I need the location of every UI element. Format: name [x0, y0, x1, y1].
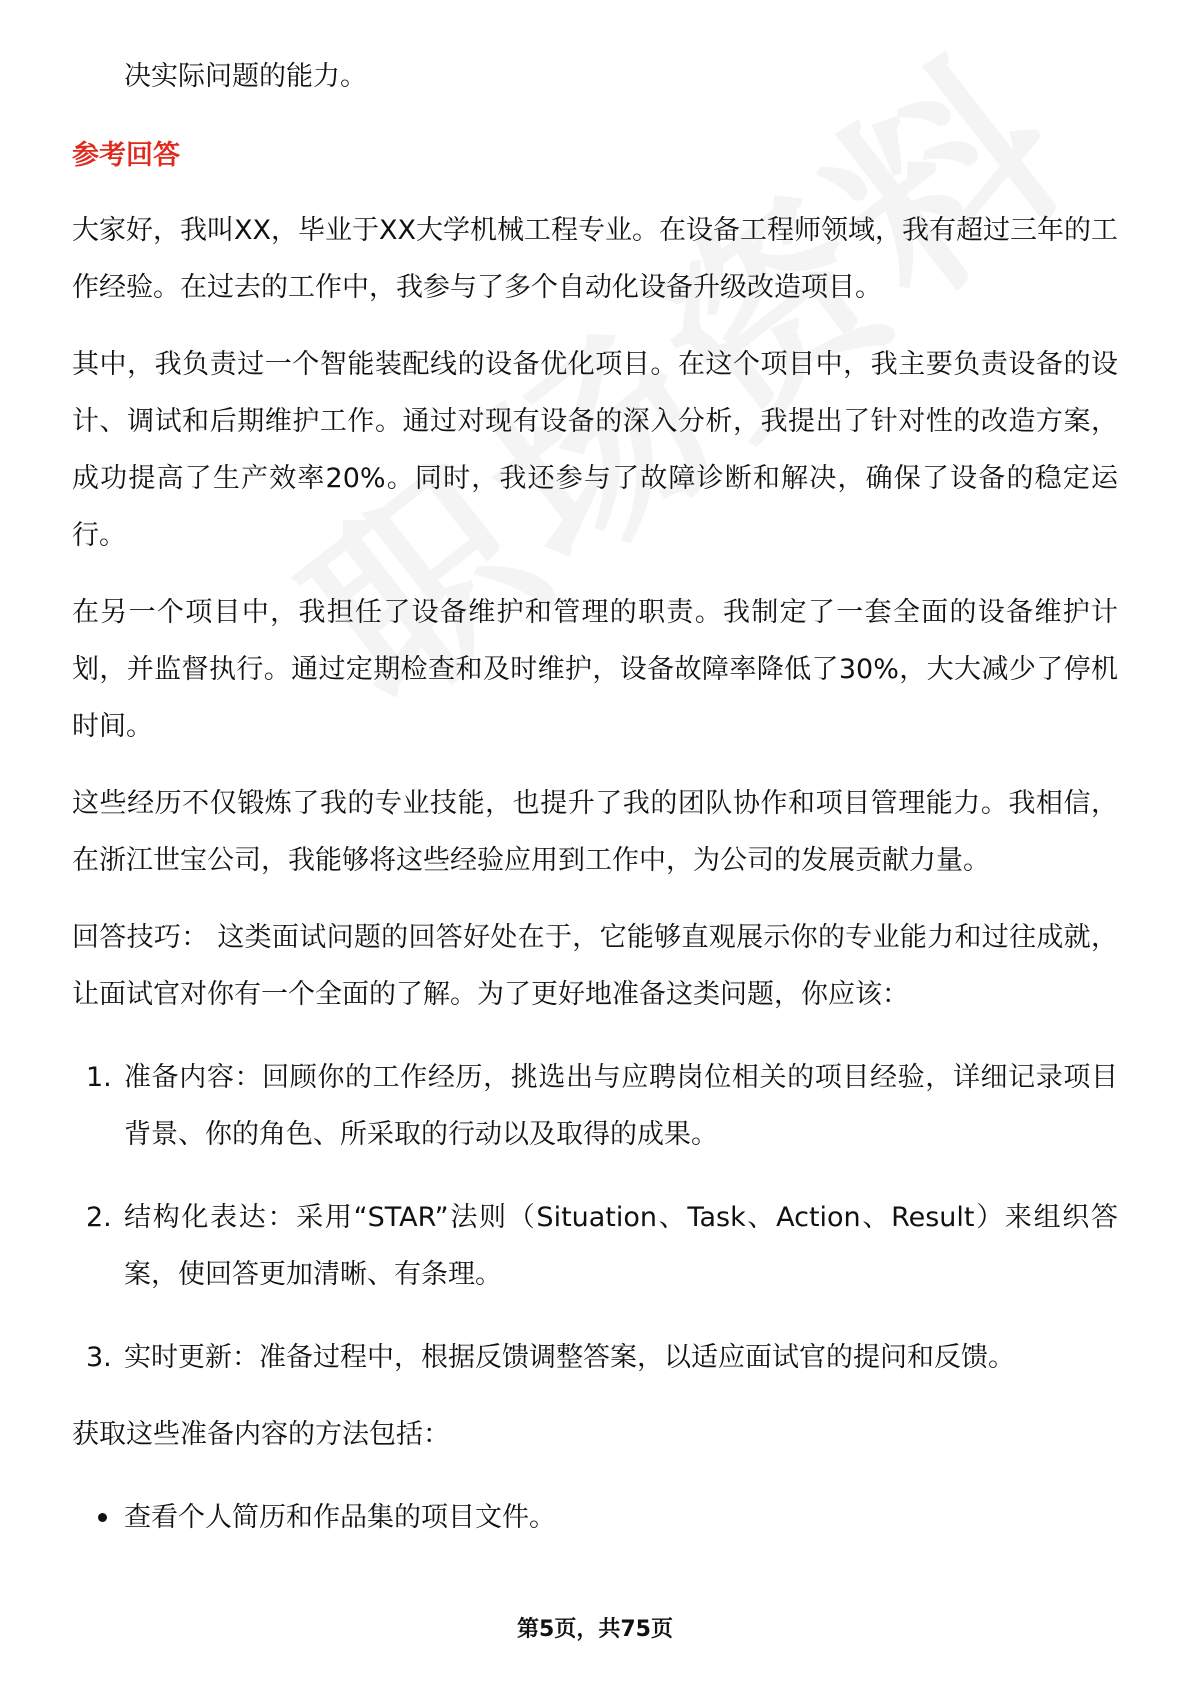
list-number: 1. [86, 1062, 112, 1093]
paragraph-project-2: 在另一个项目中，我担任了设备维护和管理的职责。我制定了一套全面的设备维护计划，并监督执行。通过定期检查和及时维护，设备故障率降低了30%，大大减少了停机时间。 [72, 597, 1118, 742]
paragraph-summary: 这些经历不仅锻炼了我的专业技能，也提升了我的团队协作和项目管理能力。我相信，在浙江世宝公司，我能够将这些经验应用到工作中，为公司的发展贡献力量。 [72, 788, 1118, 876]
list-item-text: 实时更新：准备过程中，根据反馈调整答案，以适应面试官的提问和反馈。 [124, 1342, 1015, 1373]
methods-list [72, 1489, 1118, 1546]
list-item-text: 查看个人简历和作品集的项目文件。 [124, 1502, 556, 1533]
section-heading: 参考回答 [72, 140, 180, 171]
list-item [72, 1489, 1118, 1546]
tips-paragraph: 回答技巧： 这类面试问题的回答好处在于，它能够直观展示你的专业能力和过往成就，让面试官对你有一个全面的了解。为了更好地准备这类问题，你应该： [72, 922, 1118, 1010]
continuation-text: 决实际问题的能力。 [124, 61, 367, 92]
page-content [72, 48, 1118, 1546]
paragraph-intro: 大家好，我叫XX，毕业于XX大学机械工程专业。在设备工程师领域，我有超过三年的工作经验。在过去的工作中，我参与了多个自动化设备升级改造项目。 [72, 215, 1118, 303]
list-number: 2. [86, 1202, 112, 1233]
list-item [72, 1049, 1118, 1163]
bullet-icon [98, 1513, 107, 1522]
list-number: 3. [86, 1342, 112, 1373]
list-item-text: 结构化表达：采用“STAR”法则（Situation、Task、Action、Result）来组织答案，使回答更加清晰、有条理。 [124, 1202, 1118, 1290]
methods-intro: 获取这些准备内容的方法包括： [72, 1419, 450, 1450]
page-footer: 第5页，共75页 [517, 1617, 673, 1642]
list-item [72, 1189, 1118, 1303]
steps-list [72, 1049, 1118, 1386]
list-item [72, 1329, 1118, 1386]
paragraph-project-1: 其中，我负责过一个智能装配线的设备优化项目。在这个项目中，我主要负责设备的设计、调试和后期维护工作。通过对现有设备的深入分析，我提出了针对性的改造方案，成功提高了生产效率20%。同时，我还参与了故障诊断和解决，确保了设备的稳定运行。 [72, 349, 1118, 551]
list-item-text: 准备内容：回顾你的工作经历，挑选出与应聘岗位相关的项目经验，详细记录项目背景、你的角色、所采取的行动以及取得的成果。 [124, 1062, 1118, 1150]
